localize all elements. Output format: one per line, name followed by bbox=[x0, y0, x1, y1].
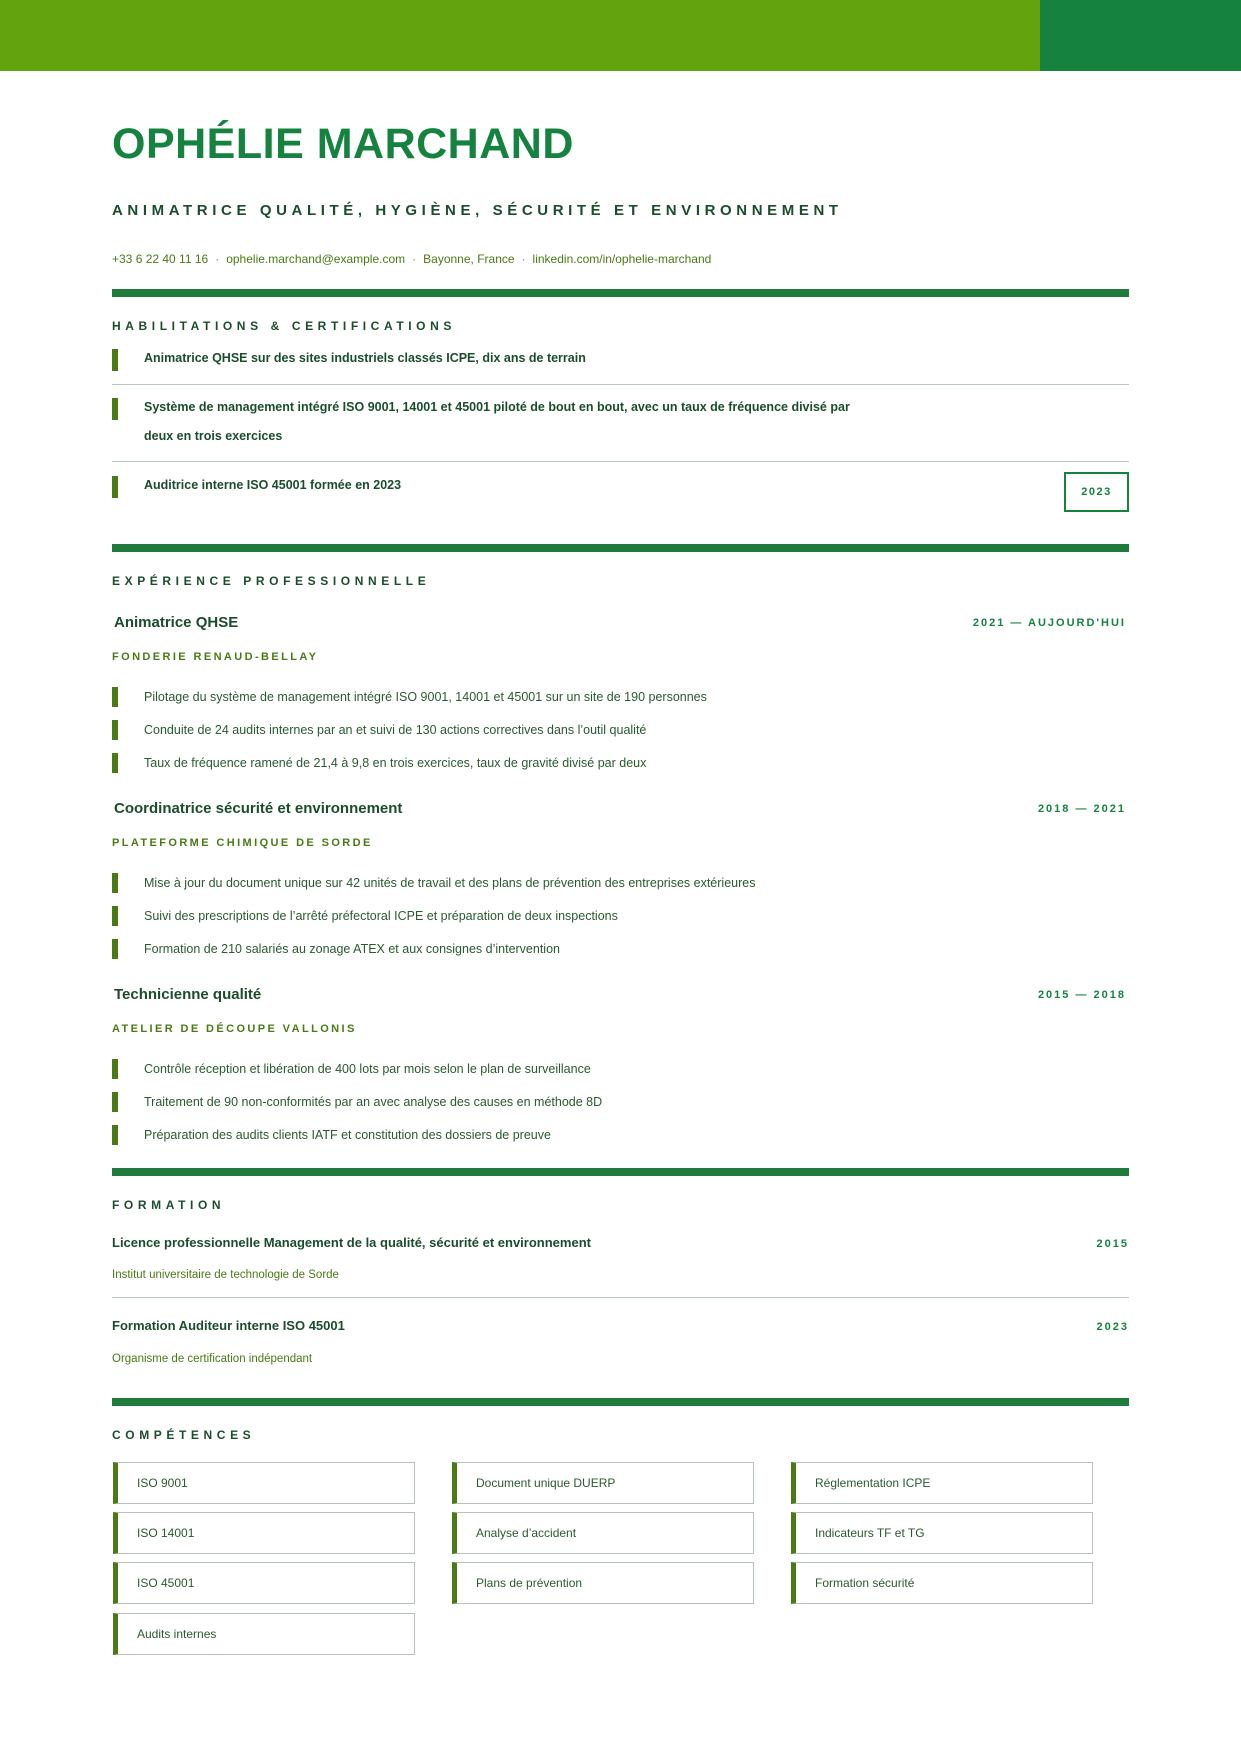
job-bullet-text: Pilotage du système de management intégré ISO 9001, 14001 et 45001 sur un site de 190 personnes bbox=[144, 690, 707, 704]
job-bullet-text: Contrôle réception et libération de 400 lots par mois selon le plan de surveillance bbox=[144, 1062, 591, 1076]
skill-chip: Document unique DUERP bbox=[452, 1462, 754, 1504]
skills-heading: COMPÉTENCES bbox=[112, 1428, 256, 1442]
bullet-marker bbox=[112, 873, 118, 893]
bullet-marker bbox=[112, 753, 118, 773]
job-bullet-text: Conduite de 24 audits internes par an et suivi de 130 actions correctives dans l’outil qualité bbox=[144, 723, 647, 737]
bullet-marker bbox=[112, 1125, 118, 1145]
bullet-marker bbox=[112, 476, 118, 498]
contact-line bbox=[112, 252, 711, 266]
job-bullet bbox=[112, 720, 1012, 742]
contact-separator: · bbox=[521, 252, 526, 266]
section-rule bbox=[112, 1398, 1129, 1406]
education-heading: FORMATION bbox=[112, 1198, 226, 1212]
linkedin-link[interactable]: linkedin.com/in/ophelie-marchand bbox=[532, 252, 712, 266]
certification-text: Système de management intégré ISO 9001, 14001 et 45001 piloté de bout en bout, avec un taux de fréquence divisé par deux en trois exercices bbox=[144, 400, 850, 443]
email-link[interactable]: ophelie.marchand@example.com bbox=[226, 252, 406, 266]
experience-heading: EXPÉRIENCE PROFESSIONNELLE bbox=[112, 574, 431, 588]
phone-link[interactable]: +33 6 22 40 11 16 bbox=[112, 252, 209, 266]
job-bullet bbox=[112, 1092, 1012, 1114]
section-rule bbox=[112, 289, 1129, 297]
education-school: Institut universitaire de technologie de Sorde bbox=[112, 1269, 339, 1281]
candidate-title: ANIMATRICE QUALITÉ, HYGIÈNE, SÉCURITÉ ET ENVIRONNEMENT bbox=[112, 202, 843, 219]
job-company: PLATEFORME CHIMIQUE DE SORDE bbox=[112, 837, 373, 849]
job-bullet-text: Suivi des prescriptions de l’arrêté préfectoral ICPE et préparation de deux inspections bbox=[144, 909, 618, 923]
job-company: ATELIER DE DÉCOUPE VALLONIS bbox=[112, 1023, 357, 1035]
job-bullet bbox=[112, 1125, 1012, 1147]
bullet-marker bbox=[112, 349, 118, 371]
bullet-marker bbox=[112, 687, 118, 707]
skill-chip: Indicateurs TF et TG bbox=[791, 1512, 1093, 1554]
candidate-name: OPHÉLIE MARCHAND bbox=[112, 120, 574, 168]
job-bullet bbox=[112, 1059, 1012, 1081]
job-bullet-text: Taux de fréquence ramené de 21,4 à 9,8 en trois exercices, taux de gravité divisé par deux bbox=[144, 756, 647, 770]
certifications-heading: HABILITATIONS & CERTIFICATIONS bbox=[112, 319, 456, 333]
top-bar-green-segment bbox=[1040, 0, 1241, 71]
top-color-bar bbox=[0, 0, 1241, 71]
education-year: 2015 bbox=[1096, 1238, 1129, 1250]
location-text: Bayonne, France bbox=[423, 252, 515, 266]
certification-text: Auditrice interne ISO 45001 formée en 2023 bbox=[144, 478, 402, 492]
education-school: Organisme de certification indépendant bbox=[112, 1353, 313, 1365]
certification-text: Animatrice QHSE sur des sites industriels classés ICPE, dix ans de terrain bbox=[144, 351, 586, 365]
bullet-marker bbox=[112, 398, 118, 420]
job-bullet bbox=[112, 873, 1012, 895]
job-dates: 2021 — AUJOURD'HUI bbox=[972, 617, 1126, 629]
bullet-marker bbox=[112, 939, 118, 959]
education-year: 2023 bbox=[1096, 1321, 1129, 1333]
item-divider bbox=[112, 461, 1129, 462]
contact-separator: · bbox=[215, 252, 220, 266]
section-rule bbox=[112, 1168, 1129, 1176]
section-rule bbox=[112, 544, 1129, 552]
skill-chip: Formation sécurité bbox=[791, 1562, 1093, 1604]
certification-year-badge: 2023 bbox=[1064, 472, 1129, 512]
job-bullet bbox=[112, 939, 1012, 961]
skill-chip: ISO 45001 bbox=[113, 1562, 415, 1604]
contact-separator: · bbox=[412, 252, 417, 266]
item-divider bbox=[112, 384, 1129, 385]
job-title: Animatrice QHSE bbox=[114, 614, 239, 631]
education-title: Formation Auditeur interne ISO 45001 bbox=[112, 1318, 345, 1333]
job-bullet-text: Préparation des audits clients IATF et constitution des dossiers de preuve bbox=[144, 1128, 551, 1142]
item-divider bbox=[112, 1297, 1129, 1298]
skill-chip: Plans de prévention bbox=[452, 1562, 754, 1604]
job-title: Technicienne qualité bbox=[114, 986, 262, 1003]
job-dates: 2015 — 2018 bbox=[1037, 989, 1126, 1001]
bullet-marker bbox=[112, 1092, 118, 1112]
job-bullet bbox=[112, 753, 1012, 775]
skill-chip: Analyse d’accident bbox=[452, 1512, 754, 1554]
job-bullet bbox=[112, 906, 1012, 928]
job-dates: 2018 — 2021 bbox=[1037, 803, 1126, 815]
bullet-marker bbox=[112, 1059, 118, 1079]
skill-chip: ISO 14001 bbox=[113, 1512, 415, 1554]
education-title: Licence professionnelle Management de la qualité, sécurité et environnement bbox=[112, 1235, 591, 1250]
job-title: Coordinatrice sécurité et environnement bbox=[114, 800, 403, 817]
top-bar-lime-segment bbox=[0, 0, 1040, 71]
job-bullet-text: Traitement de 90 non-conformités par an avec analyse des causes en méthode 8D bbox=[144, 1095, 603, 1109]
skill-chip: Réglementation ICPE bbox=[791, 1462, 1093, 1504]
skill-chip: ISO 9001 bbox=[113, 1462, 415, 1504]
skill-chip: Audits internes bbox=[113, 1613, 415, 1655]
job-bullet bbox=[112, 687, 1012, 709]
job-company: FONDERIE RENAUD-BELLAY bbox=[112, 651, 319, 663]
job-bullet-text: Mise à jour du document unique sur 42 unités de travail et des plans de prévention des entreprises extérieures bbox=[144, 876, 756, 890]
job-bullet-text: Formation de 210 salariés au zonage ATEX et aux consignes d’intervention bbox=[144, 942, 560, 956]
bullet-marker bbox=[112, 906, 118, 926]
bullet-marker bbox=[112, 720, 118, 740]
